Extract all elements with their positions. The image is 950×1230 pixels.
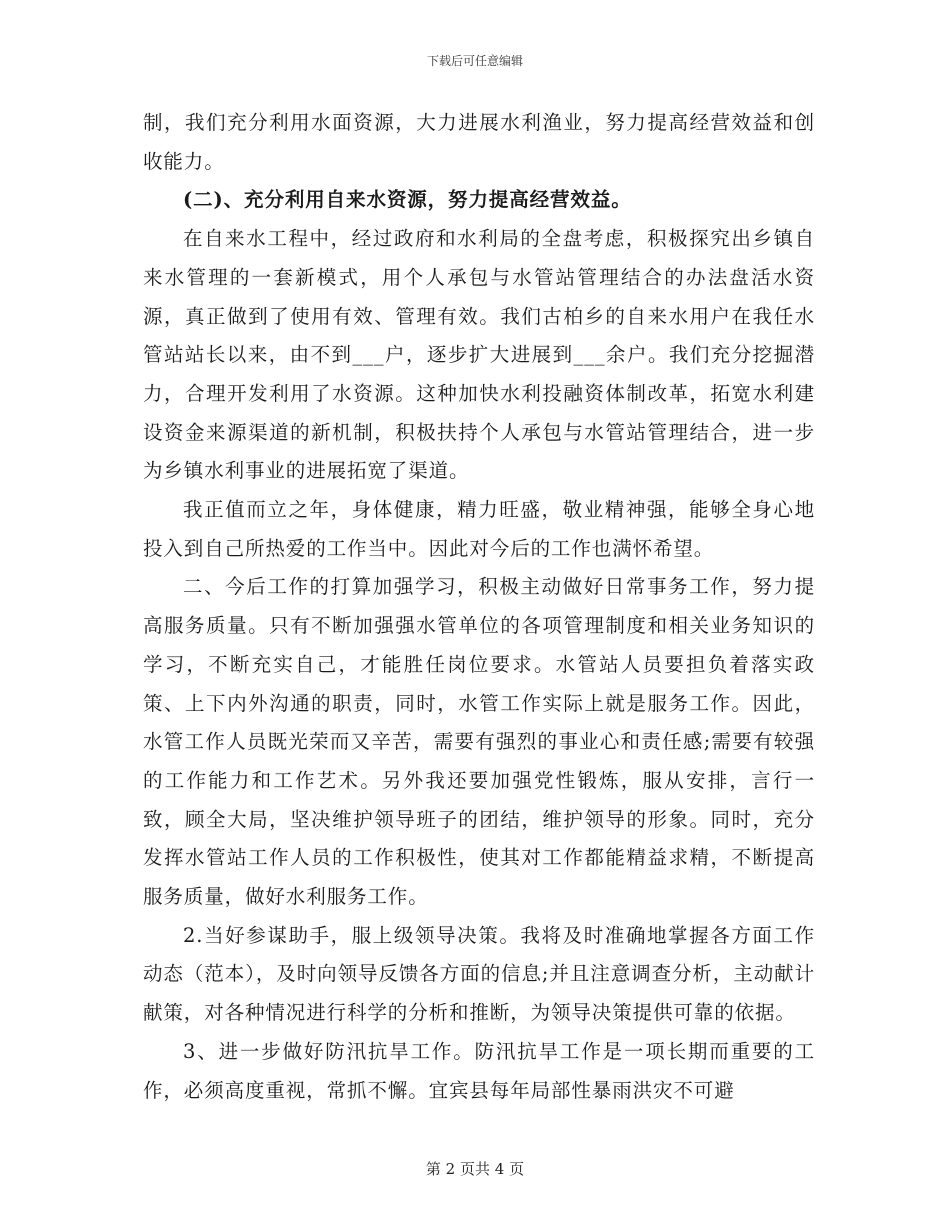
section-heading: (二)、充分利用自来水资源，努力提高经营效益。	[183, 188, 632, 212]
paragraph-5: 2.当好参谋助手，服上级领导决策。我将及时准确地掌握各方面工作动态（范本），及时向领导反馈各方面的信息;并且注意调查分析，主动献计献策，对各种情况进行科学的分析和推断，为领导决策提供可靠的依据。	[143, 923, 815, 1025]
body-text	[143, 104, 815, 1110]
paragraph-2: 在自来水工程中，经过政府和水利局的全盘考虑，积极探究出乡镇自来水管理的一套新模式，用个人承包与水管站管理结合的办法盘活水资源，真正做到了使用有效、管理有效。我们古柏乡的自来水用户在我任水管站站长以来，由不到___户，逐步扩大进展到___余户。我们充分挖掘潜力，合理开发利用了水资源。这种加快水利投融资体制改革，拓宽水利建设资金来源渠道的新机制，积极扶持个人承包与水管站管理结合，进一步为乡镇水利事业的进展拓宽了渠道。	[143, 227, 815, 483]
page-header: 下载后可任意编辑	[426, 54, 523, 68]
paragraph-1: 制，我们充分利用水面资源，大力进展水利渔业，努力提高经营效益和创收能力。	[143, 111, 815, 173]
page-footer: 第 2 页共 4 页	[425, 1160, 525, 1178]
paragraph-6: 3、进一步做好防汛抗旱工作。防汛抗旱工作是一项长期而重要的工作，必须高度重视，常抓不懈。宜宾县每年局部性暴雨洪灾不可避	[143, 1039, 815, 1102]
paragraph-4: 二、今后工作的打算加强学习，积极主动做好日常事务工作，努力提高服务质量。只有不断加强强水管单位的各项管理制度和相关业务知识的学习，不断充实自己，才能胜任岗位要求。水管站人员要担负着落实政策、上下内外沟通的职责，同时，水管工作实际上就是服务工作。因此，水管工作人员既光荣而又辛苦，需要有强烈的事业心和责任感;需要有较强的工作能力和工作艺术。另外我还要加强党性锻炼，服从安排，言行一致，顾全大局，坚决维护领导班子的团结，维护领导的形象。同时，充分发挥水管站工作人员的工作积极性，使其对工作都能精益求精，不断提高服务质量，做好水利服务工作。	[143, 575, 815, 909]
paragraph-3: 我正值而立之年，身体健康，精力旺盛，敬业精神强，能够全身心地投入到自己所热爱的工作当中。因此对今后的工作也满怀希望。	[143, 498, 815, 560]
